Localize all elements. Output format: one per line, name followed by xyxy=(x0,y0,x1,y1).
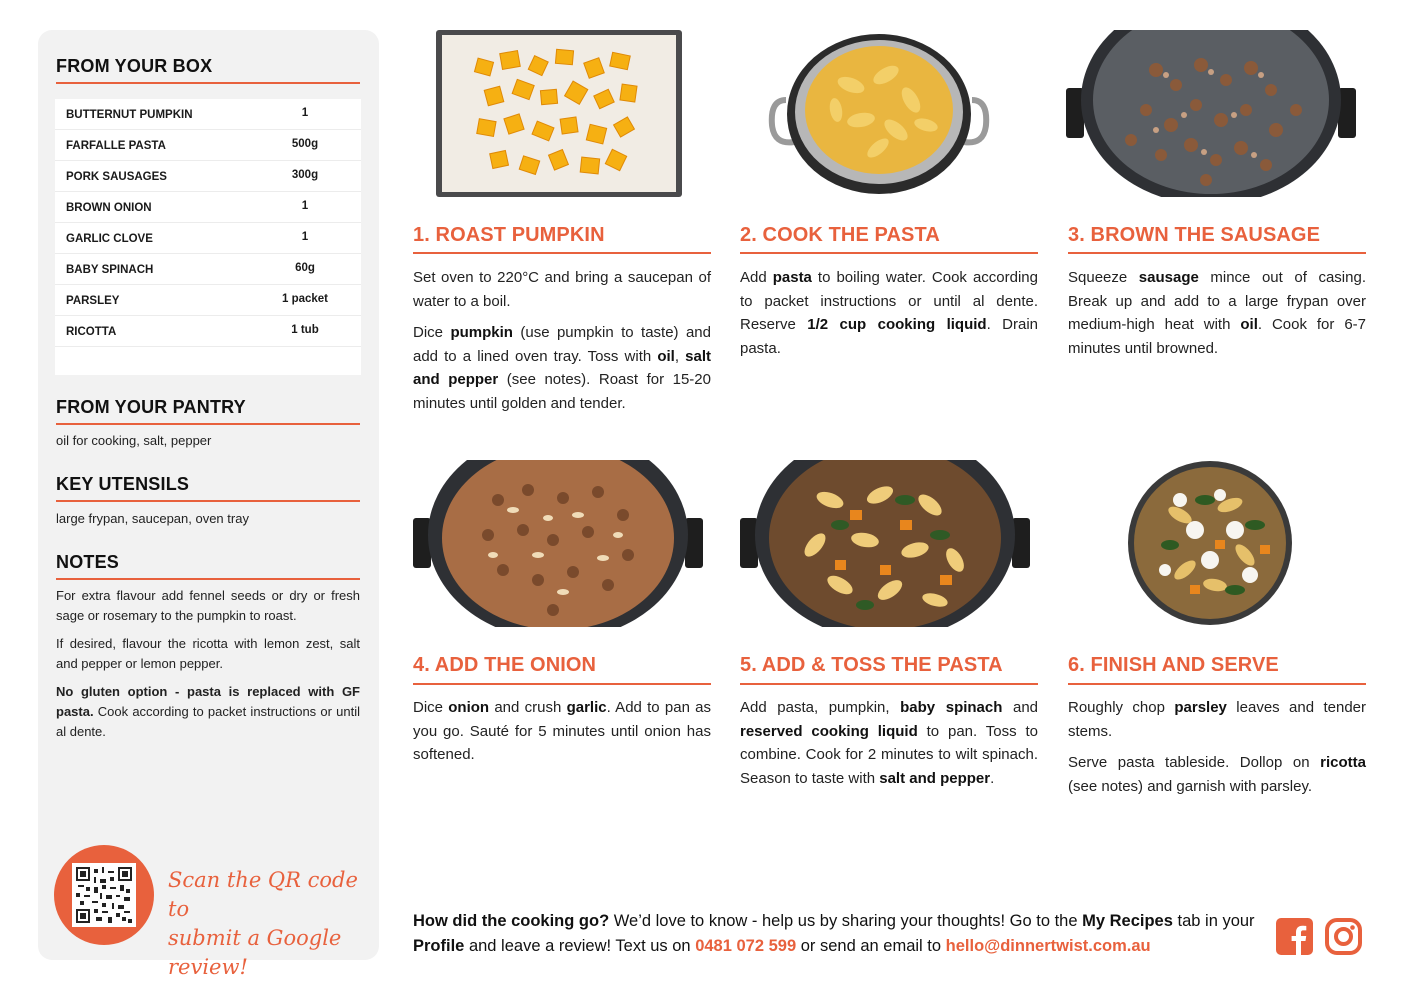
utensils-text: large frypan, saucepan, oven tray xyxy=(56,511,249,526)
step-2-body: Add pasta to boiling water. Cook according to packet instructions or until al dente. Reserve 1/2 cup cooking liquid. Drain pasta. xyxy=(740,269,1038,357)
notes-heading: NOTES xyxy=(56,552,120,572)
qr-caption: Scan the QR code to submit a Google review! xyxy=(168,868,358,979)
email-link[interactable]: hello@dinnertwist.com.au xyxy=(945,937,1151,955)
ingredient-name: RICOTTA xyxy=(66,326,117,338)
plated-pasta-photo xyxy=(1125,460,1295,627)
ingredient-name: PORK SAUSAGES xyxy=(66,171,167,183)
ingredient-qty: 300g xyxy=(291,169,319,181)
table-row xyxy=(55,223,361,254)
utensils-heading: KEY UTENSILS xyxy=(56,474,190,494)
divider xyxy=(1068,683,1366,685)
pasta-toss-photo xyxy=(740,460,1030,627)
step-6-body: Roughly chop parsley leaves and tender stems. Serve pasta tableside. Dollop on ricotta (see notes) and garnish with parsley. xyxy=(1068,699,1367,795)
step-4-body: Dice onion and crush garlic. Add to pan as you go. Sauté for 5 minutes until onion has softened. xyxy=(413,699,711,763)
step-1-body: Set oven to 220°C and bring a saucepan of water to a boil. Dice pumpkin (use pumpkin to taste) and add to a lined oven tray. Toss with oil, salt and pepper (see notes). Roast for 15-20 minutes until golden and tender. xyxy=(413,269,711,412)
divider xyxy=(1068,252,1366,254)
step-3-body: Squeeze sausage mince out of casing. Break up and add to a large frypan over medium-high heat with oil. Cook for 6-7 minutes until browned. xyxy=(1068,269,1367,357)
phone-link[interactable]: 0481 072 599 xyxy=(695,937,797,955)
box-ingredients-table xyxy=(55,99,361,375)
sausage-frypan-photo xyxy=(1066,30,1356,197)
ingredient-qty: 1 xyxy=(301,231,309,243)
notes-text xyxy=(56,586,360,750)
table-row xyxy=(55,316,361,347)
pantry-heading: FROM YOUR PANTRY xyxy=(56,397,246,417)
ingredient-qty: 1 packet xyxy=(281,293,329,305)
ingredient-name: BABY SPINACH xyxy=(66,264,154,276)
divider xyxy=(740,683,1038,685)
step-6-title: 6. FINISH AND SERVE xyxy=(1068,654,1279,676)
note-gluten: No gluten option - pasta is replaced with GF pasta. Cook according to packet instructions or until al dente. xyxy=(56,684,360,739)
step-4-title: 4. ADD THE ONION xyxy=(413,654,597,676)
table-row xyxy=(55,99,361,130)
table-row xyxy=(55,285,361,316)
ingredient-qty: 1 xyxy=(301,200,309,212)
ingredient-name: FARFALLE PASTA xyxy=(66,140,166,152)
table-row xyxy=(55,130,361,161)
step-2-title: 2. COOK THE PASTA xyxy=(740,224,940,246)
ingredient-name: GARLIC CLOVE xyxy=(66,233,153,245)
step-3-title: 3. BROWN THE SAUSAGE xyxy=(1068,224,1321,246)
divider xyxy=(56,578,360,580)
step-1-title: 1. ROAST PUMPKIN xyxy=(413,224,605,246)
my-recipes-link[interactable]: My Recipes xyxy=(1082,912,1173,930)
profile-link[interactable]: Profile xyxy=(413,937,465,955)
table-row xyxy=(55,192,361,223)
qr-code-icon[interactable] xyxy=(72,863,136,927)
step-5-title: 5. ADD & TOSS THE PASTA xyxy=(740,654,1003,676)
note: For extra flavour add fennel seeds or dry or fresh sage or rosemary to the pumpkin to roast. xyxy=(56,588,360,623)
divider xyxy=(56,82,360,84)
instagram-icon[interactable] xyxy=(1325,918,1362,955)
ingredient-qty: 500g xyxy=(291,138,319,150)
ingredient-qty: 1 xyxy=(301,107,309,119)
divider xyxy=(56,500,360,502)
divider xyxy=(56,423,360,425)
divider xyxy=(413,683,711,685)
sausage-onion-photo xyxy=(413,460,703,627)
facebook-icon[interactable] xyxy=(1276,918,1313,955)
step-5-body: Add pasta, pumpkin, baby spinach and reserved cooking liquid to pan. Toss to combine. Cook for 2 minutes to wilt spinach. Season to taste with salt and pepper. xyxy=(740,699,1039,787)
pantry-text: oil for cooking, salt, pepper xyxy=(56,433,212,448)
qr-badge[interactable] xyxy=(54,845,154,945)
divider xyxy=(413,252,711,254)
roasted-pumpkin-photo xyxy=(436,30,682,197)
note: If desired, flavour the ricotta with lemon zest, salt and pepper or lemon pepper. xyxy=(56,636,360,671)
review-footer: How did the cooking go? We’d love to know - help us by sharing your thoughts! Go to the My Recipes tab in your Profile and leave a review! Text us on 0481 072 599 or send an email to hello@dinnertwist.com.au xyxy=(413,912,1255,955)
ingredient-name: BUTTERNUT PUMPKIN xyxy=(66,109,193,121)
ingredient-qty: 1 tub xyxy=(291,324,319,336)
table-row xyxy=(55,254,361,285)
ingredient-name: PARSLEY xyxy=(66,295,120,307)
ingredient-qty: 60g xyxy=(295,262,315,274)
pasta-saucepan-photo xyxy=(766,30,992,197)
sidebar xyxy=(38,30,379,979)
divider xyxy=(740,252,1038,254)
table-row xyxy=(55,161,361,192)
box-heading: FROM YOUR BOX xyxy=(56,56,213,76)
ingredient-name: BROWN ONION xyxy=(66,202,152,214)
